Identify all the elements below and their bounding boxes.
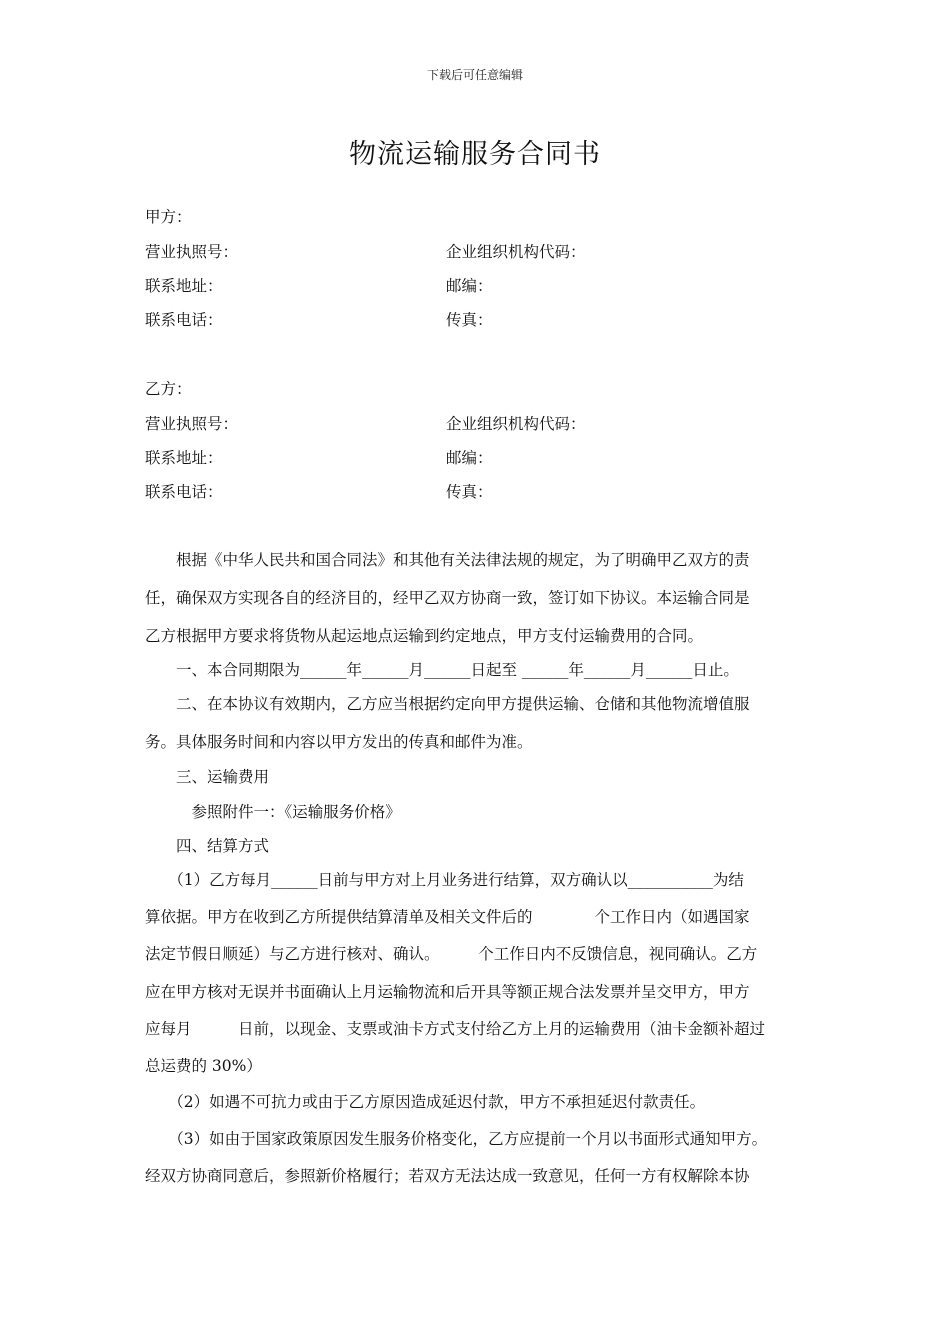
party-b-phone-label: 联系电话：	[145, 483, 223, 501]
body-line: 二、在本协议有效期内，乙方应当根据约定向甲方提供运输、仓储和其他物流增值服	[145, 695, 750, 713]
party-b-section	[145, 377, 810, 507]
body-line: 总运费的 30%）	[145, 1057, 262, 1075]
section-heading: 四、结算方式	[145, 837, 270, 855]
body-line: （2）如遇不可抗力或由于乙方原因造成延迟付款，甲方不承担延迟付款责任。	[145, 1093, 706, 1111]
document-title: 物流运输服务合同书	[349, 139, 601, 170]
body-line: 根据《中华人民共和国合同法》和其他有关法律法规的规定，为了明确甲乙双方的责	[145, 551, 750, 569]
body-line: （1）乙方每月______日前与甲方对上月业务进行结算，双方确认以___________为结	[145, 871, 744, 889]
body-line: 应在甲方核对无误并书面确认上月运输物流和后开具等额正规合法发票并呈交甲方，甲方	[145, 983, 750, 1001]
body-line: 经双方协商同意后，参照新价格履行；若双方无法达成一致意见，任何一方有权解除本协	[145, 1167, 750, 1185]
party-b-fax-label: 传真：	[446, 483, 493, 501]
body-line: 务。具体服务时间和内容以甲方发出的传真和邮件为准。	[145, 733, 533, 751]
party-b-postcode-label: 邮编：	[446, 449, 493, 467]
body-line: （3）如由于国家政策原因发生服务价格变化，乙方应提前一个月以书面形式通知甲方。	[145, 1130, 768, 1148]
party-a-postcode-label: 邮编：	[446, 277, 493, 295]
party-b-address-label: 联系地址：	[145, 449, 223, 467]
party-a-section	[145, 205, 810, 335]
party-a-license-label: 营业执照号：	[145, 243, 239, 261]
header-note: 下载后可任意编辑	[426, 68, 523, 82]
section-heading: 三、运输费用	[145, 768, 270, 786]
body-line: 法定节假日顺延）与乙方进行核对、确认。 个工作日内不反馈信息，视同确认。乙方	[145, 945, 758, 963]
body-line: 乙方根据甲方要求将货物从起运地点运输到约定地点，甲方支付运输费用的合同。	[145, 627, 704, 645]
party-a-label: 甲方：	[145, 208, 192, 226]
body-line: 参照附件一：《运输服务价格》	[145, 803, 401, 821]
body-line: 任，确保双方实现各自的经济目的，经甲乙双方协商一致，签订如下协议。本运输合同是	[145, 589, 750, 607]
party-a-address-label: 联系地址：	[145, 277, 223, 295]
party-b-license-label: 营业执照号：	[145, 415, 239, 433]
party-b-label: 乙方：	[145, 380, 192, 398]
party-a-phone-label: 联系电话：	[145, 311, 223, 329]
party-a-fax-label: 传真：	[446, 311, 493, 329]
party-a-org-code-label: 企业组织机构代码：	[446, 243, 586, 261]
term-clause: 一、本合同期限为______年______月______日起至 ______年______月______日止。	[145, 661, 739, 679]
body-line: 应每月 日前，以现金、支票或油卡方式支付给乙方上月的运输费用（油卡金额补超过	[145, 1020, 766, 1038]
party-b-org-code-label: 企业组织机构代码：	[446, 415, 586, 433]
body-line: 算依据。甲方在收到乙方所提供结算清单及相关文件后的 个工作日内（如遇国家	[145, 908, 750, 926]
